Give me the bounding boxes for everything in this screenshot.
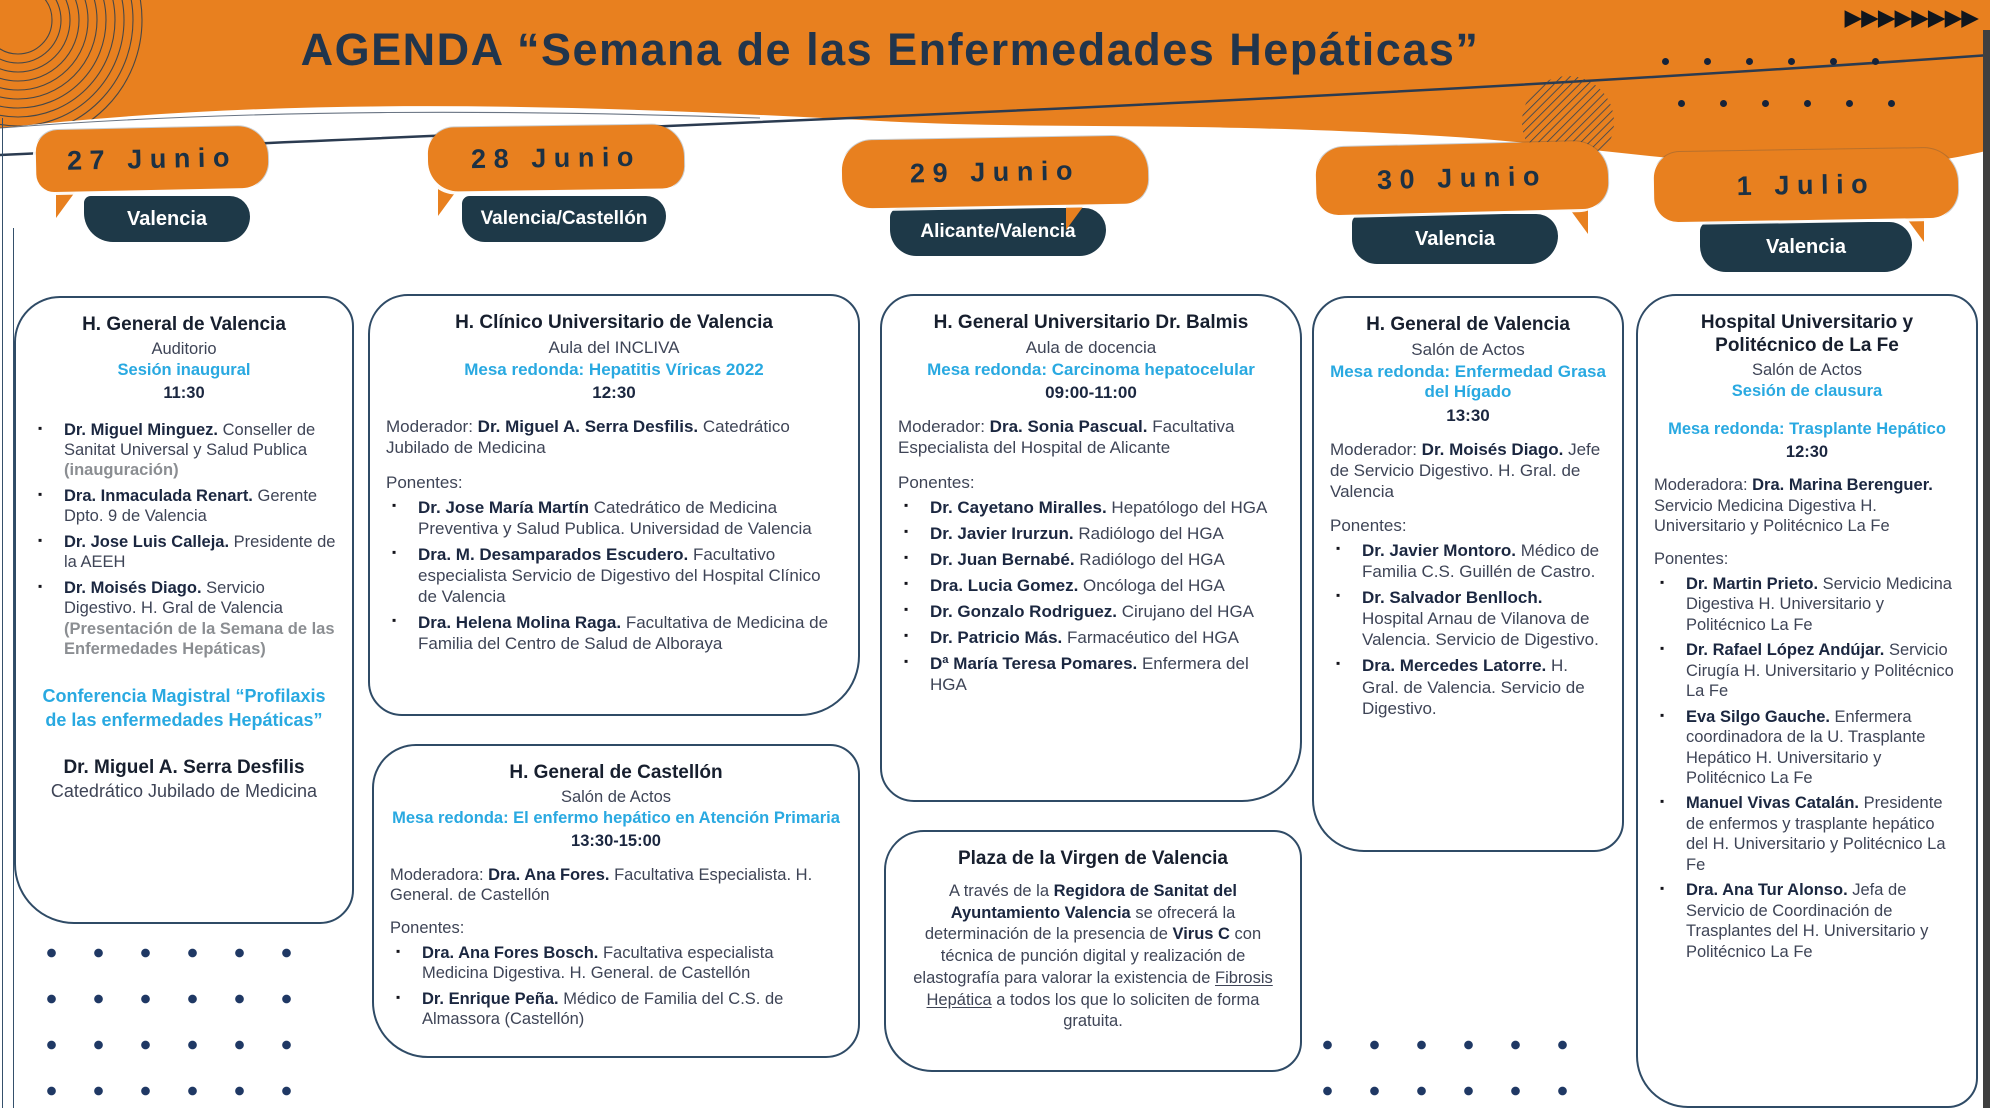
speaker-item: ▪ Dr. Martin Prieto. Servicio Medicina Digestiva H. Universitario y Politécnico La Fe bbox=[1686, 574, 1960, 635]
date-tab-28-junio: 28 Junio bbox=[428, 124, 685, 192]
card-time: 12:30 bbox=[592, 383, 636, 403]
speaker-item: ▪ Dr. Rafael López Andújar. Servicio Cirugía H. Universitario y Politécnico La Fe bbox=[1686, 640, 1960, 701]
moderator: Moderadora: Dra. Ana Fores. Facultativa Especialista. H. General. de Castellón bbox=[390, 865, 813, 904]
event-card-clinico-valencia bbox=[368, 294, 860, 716]
card-time: 13:30-15:00 bbox=[571, 832, 661, 851]
date-tab-29-junio: 29 Junio bbox=[841, 135, 1148, 208]
moderator: Moderadora: Dra. Marina Berenguer. Servicio Medicina Digestiva H. Universitario y Politécnico La Fe bbox=[1654, 476, 1933, 535]
speaker-item: ▪ Dra. M. Desamparados Escudero. Facultativo especialista Servicio de Digestivo del Hospital Clínico de Valencia bbox=[418, 544, 842, 607]
speaker-item: ▪ Dr. Jose Luis Calleja. Presidente de la AEEH bbox=[64, 532, 336, 573]
event-card-castellon bbox=[372, 744, 860, 1058]
speaker-item: ▪ Dr. Patricio Más. Farmacéutico del HGA bbox=[930, 627, 1284, 648]
card-session: Mesa redonda: Carcinoma hepatocelular bbox=[927, 359, 1255, 379]
speaker-item: ▪ Dr. Miguel Minguez. Conseller de Sanitat Universal y Salud Publica (inauguración) bbox=[64, 420, 336, 481]
location-badge-1-julio: Valencia bbox=[1700, 222, 1912, 272]
date-tab-1-julio: 1 Julio bbox=[1653, 148, 1958, 223]
speaker-item: ▪ Dr. Salvador Benlloch. Hospital Arnau de Vilanova de Valencia. Servicio de Digestivo. bbox=[1362, 587, 1606, 650]
speaker-list bbox=[32, 420, 336, 660]
ponentes-label: Ponentes: bbox=[898, 472, 975, 492]
card-title: H. General de Castellón bbox=[509, 762, 723, 783]
card-session: Mesa redonda: Hepatitis Víricas 2022 bbox=[464, 359, 764, 379]
card-time: 12:30 bbox=[1785, 442, 1829, 461]
speaker-item: ▪ Dra. Lucia Gomez. Oncóloga del HGA bbox=[930, 575, 1284, 596]
speaker-item: ▪ Dr. Juan Bernabé. Radiólogo del HGA bbox=[930, 549, 1284, 570]
speaker-item: ▪ Dr. Gonzalo Rodriguez. Cirujano del HGA bbox=[930, 601, 1284, 622]
page-title: AGENDA “Semana de las Enfermedades Hepáticas” bbox=[300, 24, 1480, 75]
header-dot-row bbox=[1662, 58, 1879, 72]
card-venue: Salón de Actos bbox=[1411, 339, 1525, 359]
event-card-valencia-inaugural bbox=[14, 296, 354, 924]
moderator: Moderador: Dra. Sonia Pascual. Facultativa Especialista del Hospital de Alicante bbox=[898, 417, 1235, 458]
location-badge-30-junio: Valencia bbox=[1352, 214, 1558, 264]
event-card-balmis bbox=[880, 294, 1302, 802]
dots-grid-bottom-middle bbox=[1304, 1022, 1586, 1108]
speaker-item: ▪ Dra. Mercedes Latorre. H. Gral. de Valencia. Servicio de Digestivo. bbox=[1362, 655, 1606, 718]
moderator: Moderador: Dr. Moisés Diago. Jefe de Servicio Digestivo. H. Gral. de Valencia bbox=[1330, 439, 1601, 501]
card-time: 11:30 bbox=[163, 384, 205, 403]
card-title: H. General de Valencia bbox=[82, 314, 286, 335]
speaker-item: ▪ Dra. Helena Molina Raga. Facultativa de Medicina de Familia del Centro de Salud de Alboraya bbox=[418, 612, 842, 654]
header-dot-row bbox=[1678, 100, 1895, 114]
speaker-item: ▪ Dra. Ana Fores Bosch. Facultativa especialista Medicina Digestiva. H. General. de Castellón bbox=[422, 943, 842, 984]
speaker-item: ▪ Dr. Cayetano Miralles. Hepatólogo del HGA bbox=[930, 497, 1284, 518]
speaker-item: ▪ Dr. Javier Montoro. Médico de Familia C.S. Guillén de Castro. bbox=[1362, 540, 1606, 582]
card-venue: Salón de Actos bbox=[1751, 360, 1863, 379]
card-title: Plaza de la Virgen de Valencia bbox=[957, 848, 1228, 869]
arrow-row-icon: ▶▶▶▶▶▶▶▶ bbox=[1844, 4, 1978, 30]
card-venue: Salón de Actos bbox=[560, 787, 672, 806]
speaker-list bbox=[1330, 540, 1606, 719]
speaker-list bbox=[386, 497, 842, 655]
right-edge-strip bbox=[1983, 30, 1990, 1108]
card-venue: Aula del INCLIVA bbox=[548, 337, 680, 357]
speaker-list bbox=[1654, 574, 1960, 962]
speaker-item: ▪ Dra. Inmaculada Renart. Gerente Dpto. 9 de Valencia bbox=[64, 486, 336, 527]
speaker-item: ▪ Dr. Javier Irurzun. Radiólogo del HGA bbox=[930, 523, 1284, 544]
event-card-grasa-higado bbox=[1312, 296, 1624, 852]
date-tab-27-junio: 27 Junio bbox=[35, 126, 268, 193]
card-session: Mesa redonda: El enfermo hepático en Atención Primaria bbox=[392, 809, 840, 828]
ponentes-label: Ponentes: bbox=[1330, 515, 1407, 535]
card-time: 09:00-11:00 bbox=[1045, 383, 1137, 403]
speaker-item: ▪ Eva Silgo Gauche. Enfermera coordinadora de la U. Trasplante Hepático H. Universitario y Politécnico La Fe bbox=[1686, 707, 1960, 789]
speaker-list bbox=[898, 497, 1284, 696]
speaker-item: ▪ Dr. Jose María Martín Catedrático de Medicina Preventiva y Salud Publica. Universidad de Valencia bbox=[418, 497, 842, 539]
date-tab-30-junio: 30 Junio bbox=[1315, 140, 1609, 215]
speaker-item: ▪ Manuel Vivas Catalán. Presidente de enfermos y trasplante hepático del H. Universitario y Politécnico La Fe bbox=[1686, 793, 1960, 875]
moderator: Moderador: Dr. Miguel A. Serra Desfilis. Catedrático Jubilado de Medicina bbox=[386, 417, 790, 458]
speaker-item: ▪ Dr. Moisés Diago. Servicio Digestivo. H. Gral de Valencia (Presentación de la Semana de las Enfermedades Hepáticas) bbox=[64, 578, 336, 660]
ponentes-label: Ponentes: bbox=[386, 472, 463, 492]
card-venue: Aula de docencia bbox=[1025, 337, 1157, 357]
dots-grid-bottom-left bbox=[28, 930, 310, 1108]
card-title: H. General Universitario Dr. Balmis bbox=[933, 312, 1249, 333]
speaker-item: ▪ Dr. Enrique Peña. Médico de Familia del C.S. de Almassora (Castellón) bbox=[422, 989, 842, 1030]
ponentes-label: Ponentes: bbox=[390, 919, 465, 938]
speaker-item: ▪ Dª María Teresa Pomares. Enfermera del HGA bbox=[930, 653, 1284, 695]
card-venue: Auditorio bbox=[151, 339, 217, 358]
left-edge-line bbox=[2, 118, 3, 1108]
speaker-item: ▪ Dra. Ana Tur Alonso. Jefa de Servicio de Coordinación de Trasplantes del H. Universitario y Politécnico La Fe bbox=[1686, 880, 1960, 962]
closing-speaker-name: Dr. Miguel A. Serra Desfilis bbox=[63, 757, 305, 779]
card-session: Mesa redonda: Enfermedad Grasa del Hígado bbox=[1330, 361, 1606, 402]
tab-tail bbox=[56, 188, 78, 218]
info-card-plaza-virgen bbox=[884, 830, 1302, 1072]
card-session: Sesión inaugural bbox=[117, 361, 251, 380]
plaza-paragraph: A través de la Regidora de Sanitat del Ayuntamiento Valencia se ofrecerá la determinación de la presencia de Virus C con técnica de punción digital y realización de elastografía para valorar la existencia de Fibrosis Hepática a todos los que lo soliciten de forma gratuita. bbox=[913, 881, 1273, 1031]
conference-highlight: Conferencia Magistral “Profilaxis de las enfermedades Hepáticas” bbox=[42, 686, 326, 730]
card-time: 13:30 bbox=[1446, 405, 1490, 425]
speaker-list bbox=[390, 943, 842, 1030]
location-badge-27-junio: Valencia bbox=[84, 196, 250, 242]
card-session-2: Mesa redonda: Trasplante Hepático bbox=[1668, 419, 1946, 438]
card-title: H. General de Valencia bbox=[1366, 314, 1570, 335]
closing-speaker-desc: Catedrático Jubilado de Medicina bbox=[50, 780, 318, 801]
event-card-la-fe-clausura bbox=[1636, 294, 1978, 1108]
location-badge-29-junio: Alicante/Valencia bbox=[890, 208, 1106, 256]
card-title: Hospital Universitario y Politécnico de La Fe bbox=[1700, 312, 1914, 356]
card-title: H. Clínico Universitario de Valencia bbox=[455, 312, 773, 333]
card-session: Sesión de clausura bbox=[1731, 382, 1883, 401]
ponentes-label: Ponentes: bbox=[1654, 550, 1729, 569]
location-badge-28-junio: Valencia/Castellón bbox=[462, 196, 666, 242]
